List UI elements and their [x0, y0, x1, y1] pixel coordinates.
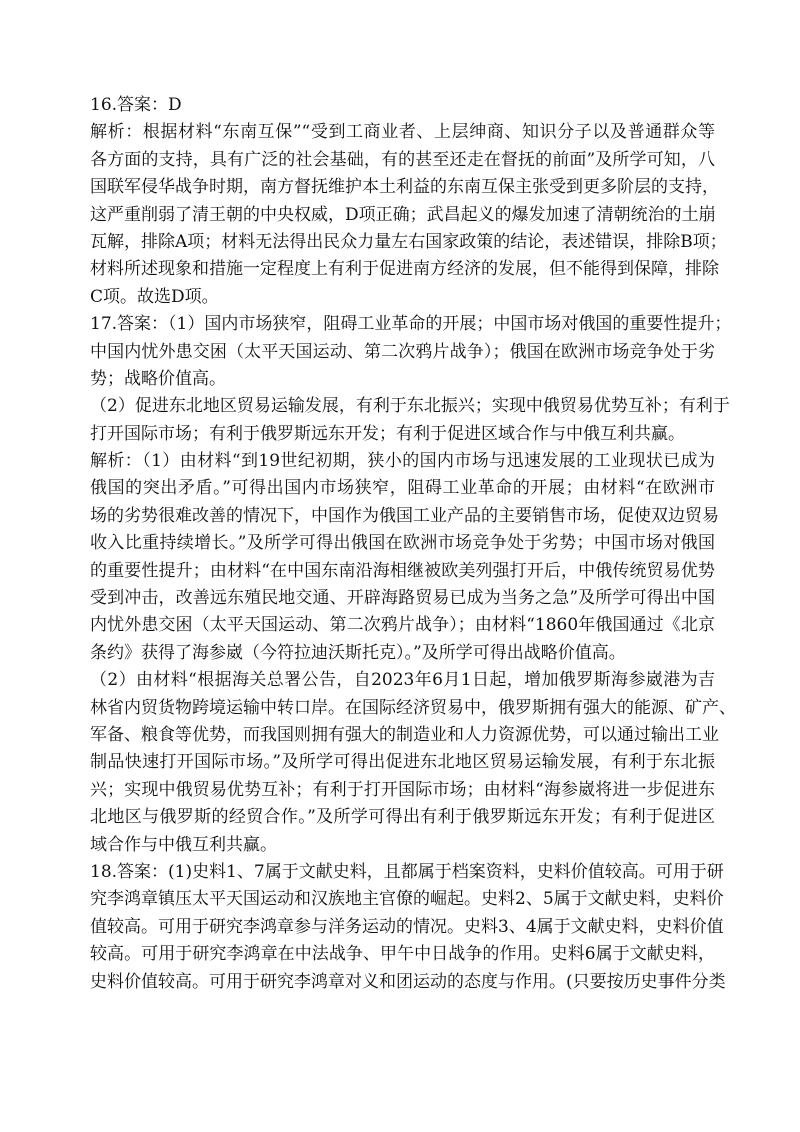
text-line: 内忧外患交困（太平天国运动、第二次鸦片战争）；由材料“1860年俄国通过《北京 — [90, 615, 715, 636]
text-line: 各方面的支持，具有广泛的社会基础，有的甚至还走在督抚的前面”及所学可知，八 — [90, 149, 715, 170]
answer-16-heading: 16.答案：D — [90, 95, 182, 115]
text-line: 解析：根据材料“东南互保”“受到工商业者、上层绅商、知识分子以及普通群众等 — [90, 122, 715, 143]
text-line: 受到冲击，改善远东殖民地交通、开辟海路贸易已成为当务之急”及所学可得出中国 — [90, 588, 715, 609]
text-line: 场的劣势很难改善的情况下，中国作为俄国工业产品的主要销售市场，促使双边贸易 — [90, 505, 719, 526]
text-line: 军备、粮食等优势，而我国则拥有强大的制造业和人力资源优势，可以通过输出工业 — [90, 724, 719, 745]
text-line: 究李鸿章镇压太平天国运动和汉族地主官僚的崛起。史料2、5属于文献史料，史料价 — [90, 889, 724, 910]
text-line: 材料所述现象和措施一定程度上有利于促进南方经济的发展，但不能得到保障，排除 — [90, 259, 719, 280]
text-line: 条约》获得了海参崴（今符拉迪沃斯托克）。”及所学可得出战略价值高。 — [90, 642, 626, 663]
text-line: 史料价值较高。可用于研究李鸿章对义和团运动的态度与作用。(只要按历史事件分类 — [90, 971, 726, 992]
text-line: 值较高。可用于研究李鸿章参与洋务运动的情况。史料3、4属于文献史料，史料价值 — [90, 916, 724, 937]
text-line: 瓦解，排除A项；材料无法得出民众力量左右国家政策的结论，表述错误，排除B项； — [90, 231, 727, 252]
text-line: 收入比重持续增长。”及所学可得出俄国在欧洲市场竞争处于劣势；中国市场对俄国 — [90, 533, 715, 554]
text-line: 制品快速打开国际市场。”及所学可得出促进东北地区贸易运输发展，有利于东北振 — [90, 752, 715, 773]
text-line: 中国内忧外患交困（太平天国运动、第二次鸦片战争）；俄国在欧洲市场竞争处于劣 — [90, 341, 715, 362]
text-line: 俄国的突出矛盾。”可得出国内市场狭窄，阻碍工业革命的开展；由材料“在欧洲市 — [90, 478, 715, 499]
text-line: 解析：（1）由材料“到19世纪初期，狭小的国内市场与迅速发展的工业现状已成为 — [90, 451, 715, 472]
text-line: 林省内贸货物跨境运输中转口岸。在国际经济贸易中，俄罗斯拥有强大的能源、矿产、 — [90, 697, 736, 718]
text-line: 国联军侵华战争时期，南方督抚维护本土利益的东南互保主张受到更多阶层的支持， — [90, 177, 719, 198]
text-line: （2）由材料“根据海关总署公告，自2023年6月1日起，增加俄罗斯海参崴港为吉 — [90, 670, 715, 691]
text-line: 打开国际市场；有利于俄罗斯远东开发；有利于促进区域合作与中俄互利共赢。 — [90, 423, 685, 444]
answer-17-heading: 17.答案：（1）国内市场狭窄，阻碍工业革命的开展；中国市场对俄国的重要性提升； — [90, 314, 732, 335]
text-line: 这严重削弱了清王朝的中央权威，D项正确；武昌起义的爆发加速了清朝统治的土崩 — [90, 204, 716, 225]
text-line: 兴；实现中俄贸易优势互补；有利于打开国际市场；由材料“海参崴将进一步促进东 — [90, 779, 715, 800]
text-line: 域合作与中俄互利共赢。 — [90, 834, 277, 855]
text-line: （2）促进东北地区贸易运输发展，有利于东北振兴；实现中俄贸易优势互补；有利于 — [90, 396, 730, 417]
text-line: 的重要性提升；由材料“在中国东南沿海相继被欧美列强打开后，中俄传统贸易优势 — [90, 560, 715, 581]
text-line: 势；战略价值高。 — [90, 368, 226, 389]
text-line: 北地区与俄罗斯的经贸合作。”及所学可得出有利于俄罗斯远东开发；有利于促进区 — [90, 807, 715, 828]
text-line: 较高。可用于研究李鸿章在中法战争、甲午中日战争的作用。史料6属于文献史料， — [90, 944, 715, 965]
answer-18-heading: 18.答案：(1)史料1、7属于文献史料，且都属于档案资料，史料价值较高。可用于研 — [90, 861, 724, 882]
text-line: C项。故选D项。 — [90, 286, 219, 307]
document-page — [90, 92, 736, 996]
